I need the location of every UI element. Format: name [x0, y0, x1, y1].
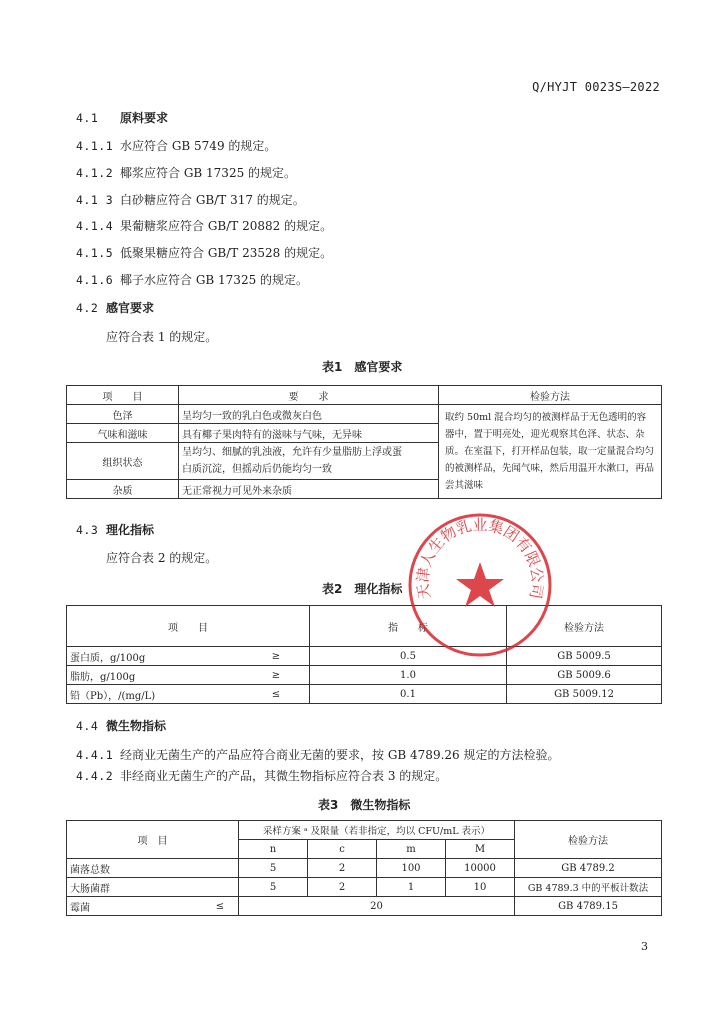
- table3-subheader: c: [308, 840, 377, 859]
- table3-subheader: M: [446, 840, 515, 859]
- clause-4-1-1: 4.1.1 水应符合 GB 5749 的规定。: [76, 139, 277, 153]
- table1-header-method: 检验方法: [439, 386, 662, 405]
- table2-row-item: 铅（Pb），/(mg/L): [67, 685, 244, 704]
- seal-text: 天津人生物乳业集团有限公司: [413, 515, 547, 601]
- page-number: 3: [641, 940, 648, 953]
- table2-row-value: 0.5: [310, 647, 507, 666]
- sensory-table: [66, 385, 662, 499]
- table3-row-method: GB 4789.2: [515, 859, 662, 878]
- table3-row-item: 霉菌: [67, 897, 203, 916]
- table1-row-item: 气味和滋味: [67, 424, 179, 443]
- seal-star-icon: [456, 562, 504, 607]
- table3-subheader: m: [377, 840, 446, 859]
- table2-row-op: ≥: [243, 647, 310, 666]
- table3-cell: 100: [377, 859, 446, 878]
- table1-header-item: 项 目: [67, 386, 179, 405]
- table3-cell: 2: [308, 859, 377, 878]
- table1-row-item: 组织状态: [67, 443, 179, 480]
- clause-4-1-6: 4.1.6 椰子水应符合 GB 17325 的规定。: [76, 273, 309, 287]
- table2-header-item: 项 目: [67, 606, 310, 647]
- table3-header-item: 项 目: [67, 821, 239, 859]
- table3-cell: 1: [377, 878, 446, 897]
- clause-4-1-3: 4.1 3 白砂糖应符合 GB/T 317 的规定。: [76, 193, 305, 207]
- table2-row-item: 蛋白质，g/100g: [67, 647, 244, 666]
- clause-4-1-4: 4.1.4 果葡糖浆应符合 GB/T 20882 的规定。: [76, 219, 333, 233]
- table2-row-op: ≤: [243, 685, 310, 704]
- table2-header-method: 检验方法: [507, 606, 662, 647]
- table1-row-req: 呈均匀一致的乳白色或微灰白色: [179, 405, 439, 424]
- company-seal: [405, 510, 555, 660]
- table3-row-method: GB 4789.15: [515, 897, 662, 916]
- table3-caption: 表3 微生物指标: [318, 798, 411, 812]
- clause-4-4-2: 4.4.2 非经商业无菌生产的产品，其微生物指标应符合表 3 的规定。: [76, 769, 448, 783]
- table3-subheader: n: [239, 840, 308, 859]
- table3-row-op: ≤: [202, 897, 239, 916]
- section-4-1: 4.1 原料要求: [76, 111, 169, 125]
- table2-caption: 表2 理化指标: [322, 582, 403, 596]
- table3-cell: 5: [239, 878, 308, 897]
- table3-row-method: GB 4789.3 中的平板计数法: [515, 878, 662, 897]
- microbial-table: [66, 820, 662, 916]
- table2-row-method: GB 5009.12: [507, 685, 662, 704]
- table1-header-req: 要 求: [179, 386, 439, 405]
- table2-row-item: 脂肪，g/100g: [67, 666, 244, 685]
- section-4-3-body: 应符合表 2 的规定。: [106, 551, 218, 565]
- table2-row-op: ≥: [243, 666, 310, 685]
- clause-4-4-1: 4.4.1 经商业无菌生产的产品应符合商业无菌的要求，按 GB 4789.26 规定的方法检验。: [76, 748, 560, 762]
- section-4-3: 4.3 理化指标: [76, 523, 155, 537]
- table2-row-value: 1.0: [310, 666, 507, 685]
- table1-row-item: 杂质: [67, 480, 179, 499]
- table2-row-method: GB 5009.5: [507, 647, 662, 666]
- clause-4-1-5: 4.1.5 低聚果糖应符合 GB/T 23528 的规定。: [76, 246, 333, 260]
- table2-row-method: GB 5009.6: [507, 666, 662, 685]
- table3-cell: 10: [446, 878, 515, 897]
- table3-row-item: 菌落总数: [67, 859, 239, 878]
- table1-row-req: 呈均匀、细腻的乳浊液，允许有少量脂肪上浮或蛋 白质沉淀，但摇动后仍能均匀一致: [179, 443, 439, 480]
- table2-header-value: 指 标: [310, 606, 507, 647]
- document-code: Q/HYJT 0023S—2022: [532, 80, 660, 94]
- table3-header-plan: 采样方案 ᵃ 及限量（若非指定，均以 CFU/mL 表示）: [239, 821, 515, 840]
- table3-cell: 2: [308, 878, 377, 897]
- table3-header-method: 检验方法: [515, 821, 662, 859]
- table1-row-req: 无正常视力可见外来杂质: [179, 480, 439, 499]
- table3-mold-value: 20: [239, 897, 515, 916]
- physicochemical-table: [66, 605, 662, 704]
- table2-row-value: 0.1: [310, 685, 507, 704]
- section-4-2: 4.2 感官要求: [76, 301, 155, 315]
- table3-row-item: 大肠菌群: [67, 878, 239, 897]
- section-4-2-body: 应符合表 1 的规定。: [106, 330, 218, 344]
- table3-cell: 5: [239, 859, 308, 878]
- table3-cell: 10000: [446, 859, 515, 878]
- section-4-4: 4.4 微生物指标: [76, 719, 167, 733]
- table1-row-item: 色泽: [67, 405, 179, 424]
- clause-4-1-2: 4.1.2 椰浆应符合 GB 17325 的规定。: [76, 166, 297, 180]
- table1-method: 取约 50ml 混合均匀的被测样品于无色透明的容器中，置于明亮处，迎光观察其色泽、状态、杂质。在室温下，打开样品包装，取一定量混合均匀的被测样品，先闻气味，然后用温开水漱口，再品尝其滋味: [439, 405, 662, 499]
- table1-row-req: 具有椰子果肉特有的滋味与气味，无异味: [179, 424, 439, 443]
- table1-caption: 表1 感官要求: [322, 360, 403, 374]
